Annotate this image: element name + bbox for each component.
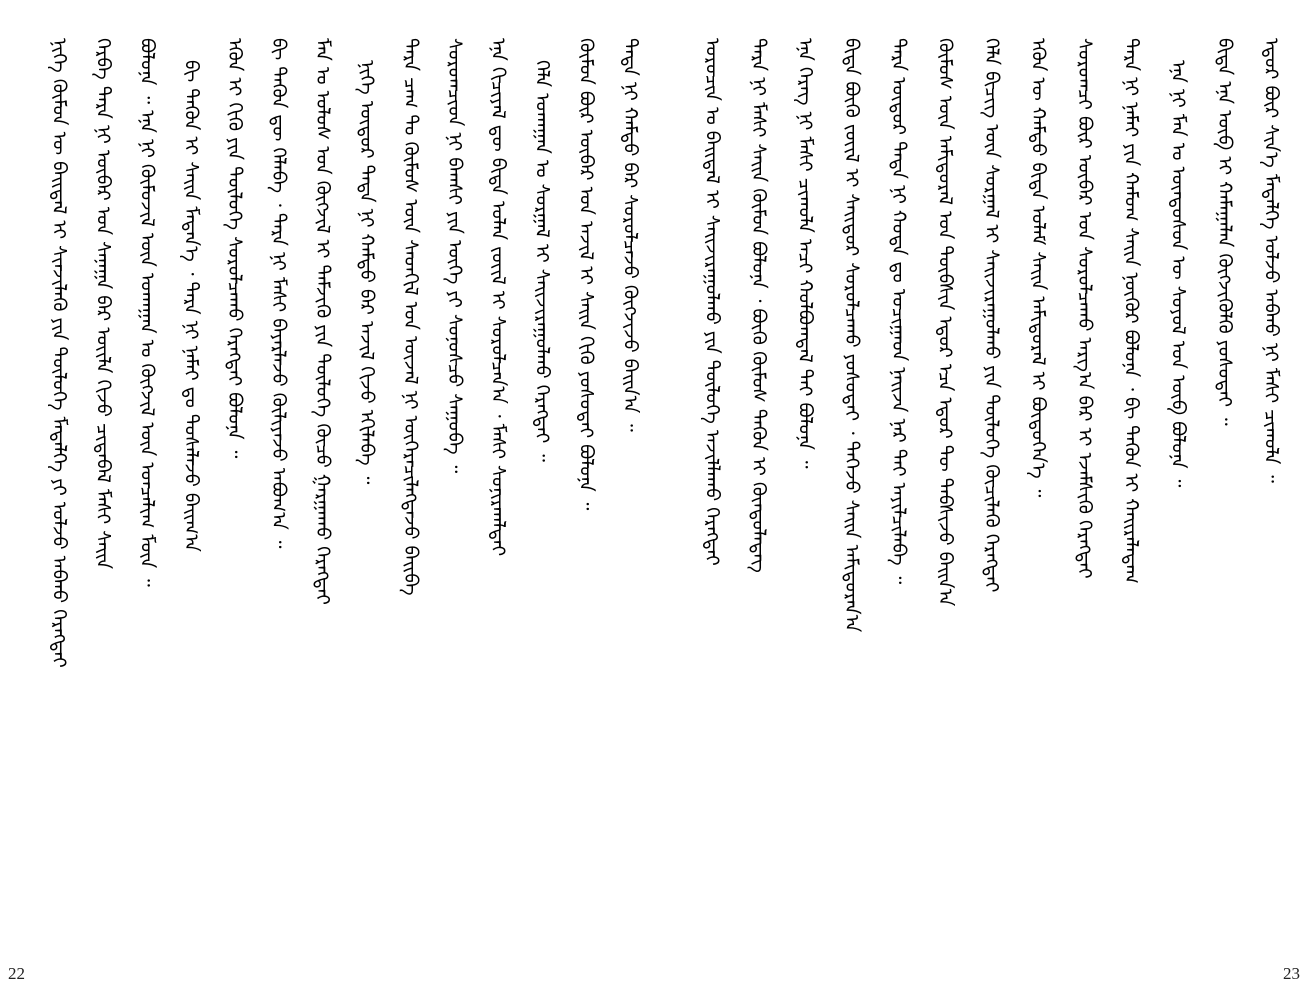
text-column: ᠪᠢ ᠲᠡᠭᠦᠨ ᠳᠦ ᠬᠡᠯᠡᠪᠡ ᠂ ᠲᠡᠷᠡ ᠨᠢ ᠮᠠᠰᠢ ᠪᠠᠶᠠᠷᠯᠠᠵᠤ ᠬᠦᠯᠢᠶᠡᠵᠦ ᠠᠪᠤᠭ᠎ᠠ ᠃ [267,38,290,549]
text-column: ᠪᠢᠳᠡ ᠡᠨᠡ ᠥᠪ ᠢ ᠬᠠᠮᠠᠭᠠᠯᠠᠨ ᠬᠥᠭᠵᠢᠭᠦᠯᠬᠦ ᠶᠣᠰᠣᠲᠠᠢ ᠃ [1213,38,1236,426]
text-column: ᠬᠦᠮᠦᠨ ᠪᠦᠷ ᠥᠪᠡᠷ ᠤᠨ ᠠᠵᠢᠯ ᠢ ᠰᠠᠢᠨ ᠬᠢᠬᠦ ᠶᠣᠰᠣᠲᠠᠢ ᠪᠣᠯᠤᠨᠠ ᠃ [575,38,598,511]
text-column: ᠨᠢᠭᠡ ᠬᠦᠮᠦᠨ ᠦ ᠪᠠᠢᠳᠠᠯ ᠢ ᠰᠢᠨᠵᠢᠯᠡᠬᠦ ᠶᠢᠨ ᠲᠥᠯᠥᠭᠡ ᠮᠡᠳᠡᠯᠭᠡ ᠶᠢ ᠣᠯᠵᠤ ᠠᠪᠬᠤ ᠬᠡᠷᠡᠭᠲᠡᠢ [48,38,70,668]
text-column: ᠮᠠᠨ ᠤ ᠤᠯᠤᠰ ᠤᠨ ᠬᠥᠭᠵᠢᠯ ᠢ ᠳᠡᠮᠵᠢᠬᠦ ᠶᠢᠨ ᠲᠥᠯᠥᠭᠡ ᠬᠦᠴᠦ ᠭᠠᠷᠭᠠᠬᠤ ᠬᠡᠷᠡᠭᠲᠡᠢ [311,38,334,605]
text-column: ᠡᠨᠡ ᠬᠡᠷᠡᠭ ᠨᠢ ᠮᠠᠰᠢ ᠴᠢᠬᠤᠯᠠ ᠠᠴᠢ ᠬᠣᠯᠪᠣᠭᠳᠠᠯ ᠲᠠᠢ ᠪᠣᠯᠤᠨᠠ ᠃ [794,38,817,469]
text-column: ᠨᠢᠭᠡ ᠦᠳᠦᠷ ᠲᠡᠳᠡ ᠨᠢ ᠬᠠᠮᠲᠤ ᠪᠡᠷ ᠠᠵᠢᠯ ᠬᠢᠵᠦ ᠡᠬᠢᠯᠡᠪᠡ ᠃ [355,60,378,485]
text-column: ᠡᠭᠦᠨ ᠢ ᠬᠢᠬᠦ ᠶᠢᠨ ᠲᠥᠯᠥᠭᠡ ᠰᠤᠷᠤᠯᠴᠠᠬᠤ ᠬᠡᠷᠡᠭᠲᠡᠢ ᠪᠣᠯᠤᠨᠠ ᠃ [223,38,246,459]
text-column: ᠡᠳᠦᠷ ᠪᠦᠷ ᠰᠢᠨ᠎ᠡ ᠮᠡᠳᠡᠯᠭᠡ ᠣᠯᠵᠤ ᠠᠪᠬᠤ ᠨᠢ ᠮᠠᠰᠢ ᠴᠢᠬᠤᠯᠠ ᠃ [1259,38,1282,483]
text-column: ᠰᠤᠷᠤᠭᠴᠢ ᠪᠦᠷ ᠥᠪᠡᠷ ᠤᠨ ᠰᠤᠷᠤᠯᠴᠠᠬᠤ ᠠᠷᠭ᠎ᠠ ᠪᠠᠷ ᠢ ᠡᠵᠡᠮᠰᠢᠬᠦ ᠬᠡᠷᠡᠭᠲᠡᠢ [1073,38,1096,579]
left-page-text-block [42,38,647,932]
text-column: ᠲᠡᠳᠡ ᠨᠢ ᠬᠠᠮᠲᠤ ᠪᠡᠷ ᠰᠤᠷᠤᠯᠴᠠᠵᠤ ᠬᠥᠭᠵᠢᠵᠦ ᠪᠠᠢᠨ᠎ᠠ ᠃ [618,38,641,432]
text-column: ᠡᠭᠦᠨ ᠦ ᠬᠠᠮᠲᠤ ᠪᠢᠳᠡ ᠤᠯᠠᠮ ᠰᠠᠢᠨ ᠠᠮᠢᠳᠤᠷᠠᠯ ᠢ ᠪᠦᠲᠦᠭᠡᠨ᠎ᠡ ᠃ [1027,38,1050,498]
text-column: ᠲᠡᠷᠡ ᠨᠢ ᠨᠠᠮᠠᠢ ᠶᠢᠨ ᠬᠠᠮᠤᠭ ᠰᠠᠢᠨ ᠨᠥᠬᠥᠷ ᠪᠣᠯᠤᠨᠠ ᠂ ᠪᠢ ᠲᠡᠭᠦᠨ ᠢ ᠬᠠᠢᠷᠠᠯᠠᠳᠠᠭ [1120,38,1143,584]
text-column: ᠡᠨᠡ ᠨᠢ ᠮᠠᠨ ᠤ ᠦᠨᠳᠦᠰᠦᠨ ᠦ ᠰᠣᠶᠣᠯ ᠤᠨ ᠥᠪ ᠪᠣᠯᠤᠨᠠ ᠃ [1166,60,1189,488]
text-column: ᠲᠡᠷᠡ ᠦᠳᠦᠷ ᠲᠡᠳᠡ ᠨᠢ ᠬᠣᠲᠠ ᠳᠤ ᠣᠴᠢᠭᠠᠳ ᠨᠠᠢᠵᠠ ᠨᠠᠷ ᠲᠠᠢ ᠠᠶᠢᠯᠴᠢᠯᠠᠪᠠ ᠃ [887,38,910,585]
right-page-text-block [695,38,1288,932]
text-column: ᠲᠡᠷᠡ ᠴᠠᠭ ᠲᠤ ᠬᠦᠮᠦᠰ ᠦᠨ ᠰᠡᠳᠬᠢᠯ ᠤᠨ ᠦᠵᠡᠯ ᠨᠢ ᠥᠭᠡᠷᠡᠴᠢᠯᠡᠭᠳᠡᠵᠦ ᠪᠠᠢᠪᠠ [399,38,422,596]
text-column: ᠡᠨᠡ ᠬᠢᠴᠢᠶᠡᠯ ᠳᠦ ᠪᠢᠳᠡ ᠣᠯᠠᠨ ᠵᠦᠢᠯ ᠢ ᠰᠤᠷᠤᠯᠴᠠᠨ᠎ᠠ ᠂ ᠮᠠᠰᠢ ᠰᠣᠨᠢᠷᠬᠠᠯᠲᠠᠢ [487,38,510,557]
text-column: ᠰᠤᠷᠤᠭᠴᠢᠳ ᠨᠢ ᠪᠠᠭᠰᠢ ᠶᠢᠨ ᠦᠭᠡ ᠶᠢ ᠰᠣᠨᠣᠰᠴᠤ ᠰᠠᠭᠤᠪᠠ ᠃ [443,38,466,474]
text-column: ᠲᠡᠷᠡ ᠨᠢ ᠮᠠᠰᠢ ᠰᠠᠢᠨ ᠬᠦᠮᠦᠨ ᠪᠣᠯᠤᠨᠠ ᠂ ᠪᠦᠬᠦ ᠬᠦᠮᠦᠰ ᠲᠡᠭᠦᠨ ᠢ ᠬᠦᠨᠳᠦᠯᠡᠳᠡᠭ [747,38,770,573]
right-page [655,0,1310,992]
text-column: ᠪᠢᠳᠡ ᠪᠦᠬᠦ ᠵᠦᠢᠯ ᠢ ᠰᠠᠢᠳᠤᠷ ᠰᠤᠷᠤᠯᠴᠠᠬᠤ ᠶᠣᠰᠣᠲᠠᠢ ᠂ ᠲᠡᠭᠡᠵᠦ ᠰᠠᠢᠨ ᠠᠮᠢᠳᠤᠷᠠᠨ᠎ᠠ [840,38,863,633]
text-column: ᠬᠦᠮᠦᠰ ᠦᠨ ᠠᠮᠢᠳᠤᠷᠠᠯ ᠤᠨ ᠲᠦᠪᠰᠢᠨ ᠡᠳᠦᠷ ᠡᠴᠡ ᠡᠳᠦᠷ ᠲᠦ ᠳᠡᠪᠰᠢᠵᠦ ᠪᠠᠢᠨ᠎ᠠ [933,38,956,607]
page-number: 23 [1283,964,1300,983]
page-number: 22 [8,964,25,983]
text-column: ᠪᠢ ᠲᠡᠭᠦᠨ ᠢ ᠰᠠᠢᠨ ᠮᠡᠳᠡᠨ᠎ᠡ ᠂ ᠲᠡᠷᠡ ᠨᠢ ᠨᠠᠮᠠᠢ ᠳᠤ ᠲᠤᠰᠠᠯᠠᠵᠤ ᠪᠠᠢᠭ᠎ᠠ [179,60,202,552]
text-column: ᠬᠡᠯᠡ ᠤᠬᠠᠭᠠᠨ ᠤ ᠰᠤᠷᠭᠠᠯ ᠢ ᠰᠠᠢᠵᠢᠷᠠᠭᠤᠯᠬᠤ ᠬᠡᠷᠡᠭᠲᠡᠢ ᠃ [531,60,554,462]
text-column: ᠬᠡᠷᠪᠡ ᠲᠡᠷᠡ ᠨᠢ ᠥᠪᠡᠷ ᠤᠨ ᠰᠠᠨᠠᠭᠠ ᠪᠡᠷ ᠦᠢᠯᠡ ᠬᠢᠵᠦ ᠴᠢᠳᠠᠪᠠᠯ ᠮᠠᠰᠢ ᠰᠠᠢᠨ [91,38,114,570]
text-column: ᠪᠣᠯᠤᠨᠠ ᠃ ᠡᠨᠡ ᠨᠢ ᠬᠦᠮᠦᠵᠢᠯ ᠦᠨ ᠤᠬᠠᠭᠠᠨ ᠤ ᠬᠥᠭᠵᠢᠯ ᠦᠨ ᠣᠨᠴᠠᠯᠢᠭ ᠮᠥᠨ ᠃ [135,38,158,587]
text-column: ᠣᠷᠣᠴᠢᠨ ᠤ ᠪᠠᠢᠳᠠᠯ ᠢ ᠰᠠᠢᠵᠢᠷᠠᠭᠤᠯᠬᠤ ᠶᠢᠨ ᠲᠥᠯᠥᠭᠡ ᠠᠵᠢᠯᠯᠠᠬᠤ ᠬᠡᠷᠡᠭᠲᠡᠢ [701,38,723,566]
text-column: ᠬᠡᠯᠡ ᠪᠢᠴᠢᠭ ᠦᠨ ᠰᠤᠷᠭᠠᠯ ᠢ ᠰᠠᠢᠵᠢᠷᠠᠭᠤᠯᠬᠤ ᠶᠢᠨ ᠲᠥᠯᠥᠭᠡ ᠬᠦᠴᠢᠯᠡᠬᠦ ᠬᠡᠷᠡᠭᠲᠡᠢ [980,38,1003,593]
